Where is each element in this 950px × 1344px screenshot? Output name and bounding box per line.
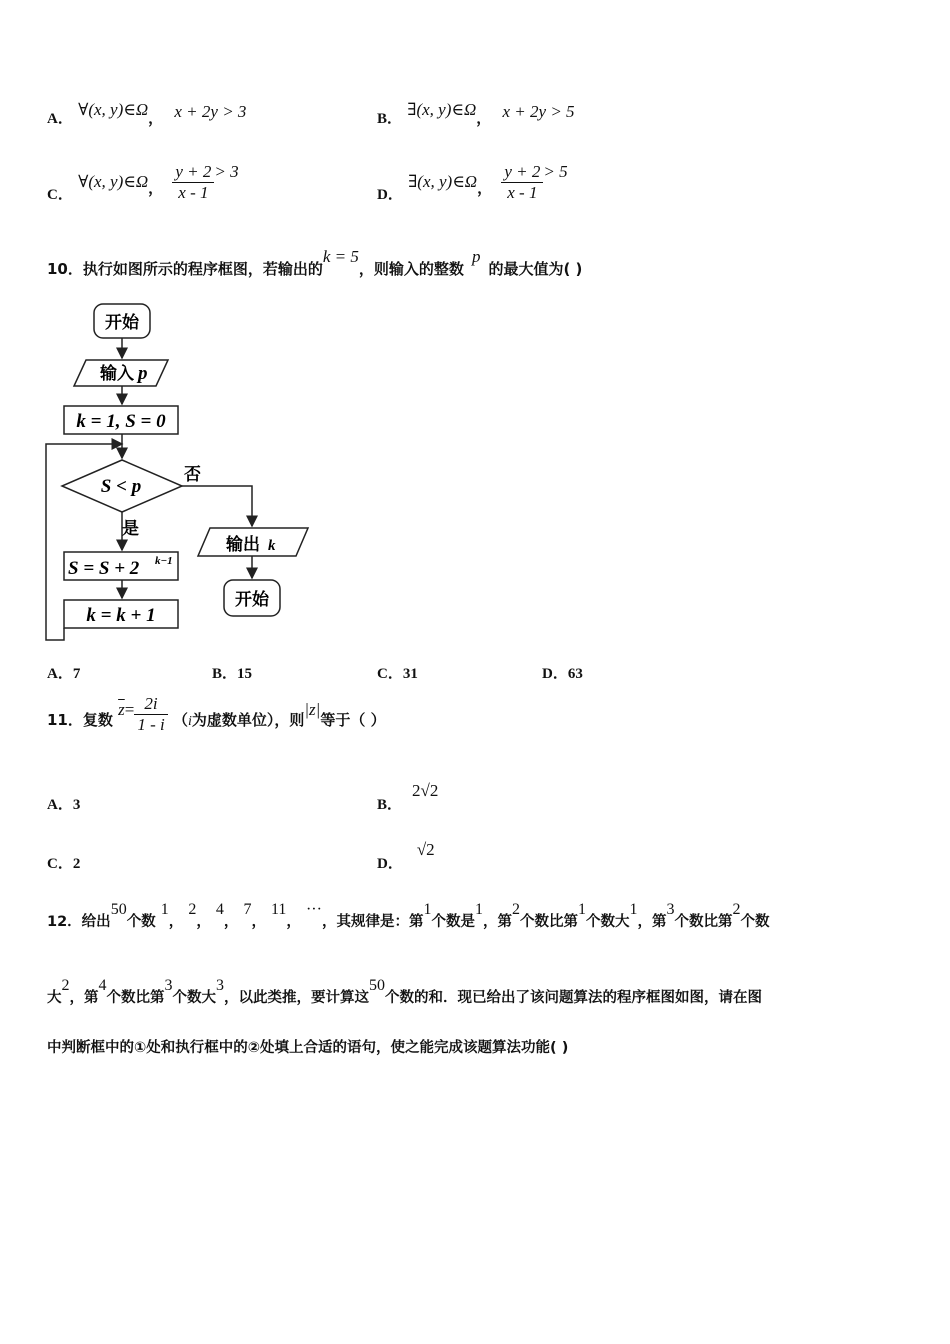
fraction: $\frac{y + 2}{x - 1}$	[172, 162, 214, 203]
q12-line-2: 大2，第4个数比第3个数大3，以此类推，要计算这50个数的和．现已给出了该问题算法的程序框图如图，请在图	[47, 977, 762, 1006]
flowchart	[40, 298, 320, 648]
flowchart-output-var: k	[268, 538, 276, 554]
flowchart-input-var: p	[138, 363, 148, 384]
flowchart-no-label: 否	[184, 465, 201, 485]
q9-option-c: C． ∀(x, y)∈Ω， $\frac{y + 2}{x - 1}$ > 3	[47, 162, 239, 203]
q9-option-b: B． ∃(x, y)∈Ω， x + 2y > 5	[377, 100, 575, 127]
q9-option-d: D． ∃(x, y)∈Ω， $\frac{y + 2}{x - 1}$ > 5	[377, 162, 568, 203]
q10-option-a: A．7	[47, 666, 81, 682]
q11-stem: 11．复数 $\overline{z}=$ $\frac{2i}{1 - i}$ （i为虚数单位），则|z|等于（ ）	[47, 694, 386, 734]
flowchart-update-s-label: S = S + 2	[68, 558, 140, 579]
fraction: $\frac{y + 2}{x - 1}$	[501, 162, 543, 203]
q11-option-c: C．2	[47, 856, 81, 872]
fraction: $\frac{2i}{1 - i}$	[134, 694, 167, 735]
q11-option-b: B．2√2	[377, 781, 439, 813]
q9-option-a: A． ∀(x, y)∈Ω， x + 2y > 3	[47, 100, 247, 127]
q11-option-a: A．3	[47, 797, 81, 813]
q10-option-b: B．15	[212, 666, 253, 682]
q10-option-d: D．63	[542, 666, 583, 682]
q10-stem: 10．执行如图所示的程序框图，若输出的k = 5，则输入的整数p的最大值为( )	[47, 247, 583, 278]
q12-line-3: 中判断框中的①处和执行框中的②处填上合适的语句，使之能完成该题算法功能( )	[47, 1040, 569, 1056]
flowchart-input-label: 输入	[100, 364, 134, 384]
flowchart-yes-label: 是	[122, 519, 139, 539]
flowchart-init-label: k = 1, S = 0	[76, 411, 166, 432]
flowchart-condition-label: S < p	[100, 476, 142, 497]
q11-option-d: D．√2	[377, 840, 435, 872]
flowchart-update-s-exponent: k−1	[155, 555, 173, 567]
q10-option-c: C．31	[377, 666, 418, 682]
flowchart-start-label: 开始	[105, 313, 139, 333]
q12-line-1: 12．给出50个数 1， 2， 4， 7， 11， ···，其规律是：第1个数是1，第2个数比第1个数大1，第3个数比第2个数	[47, 901, 770, 930]
flowchart-update-k-label: k = k + 1	[86, 605, 156, 626]
flowchart-end-label: 开始	[235, 590, 269, 610]
flowchart-output-label: 输出	[226, 535, 260, 555]
